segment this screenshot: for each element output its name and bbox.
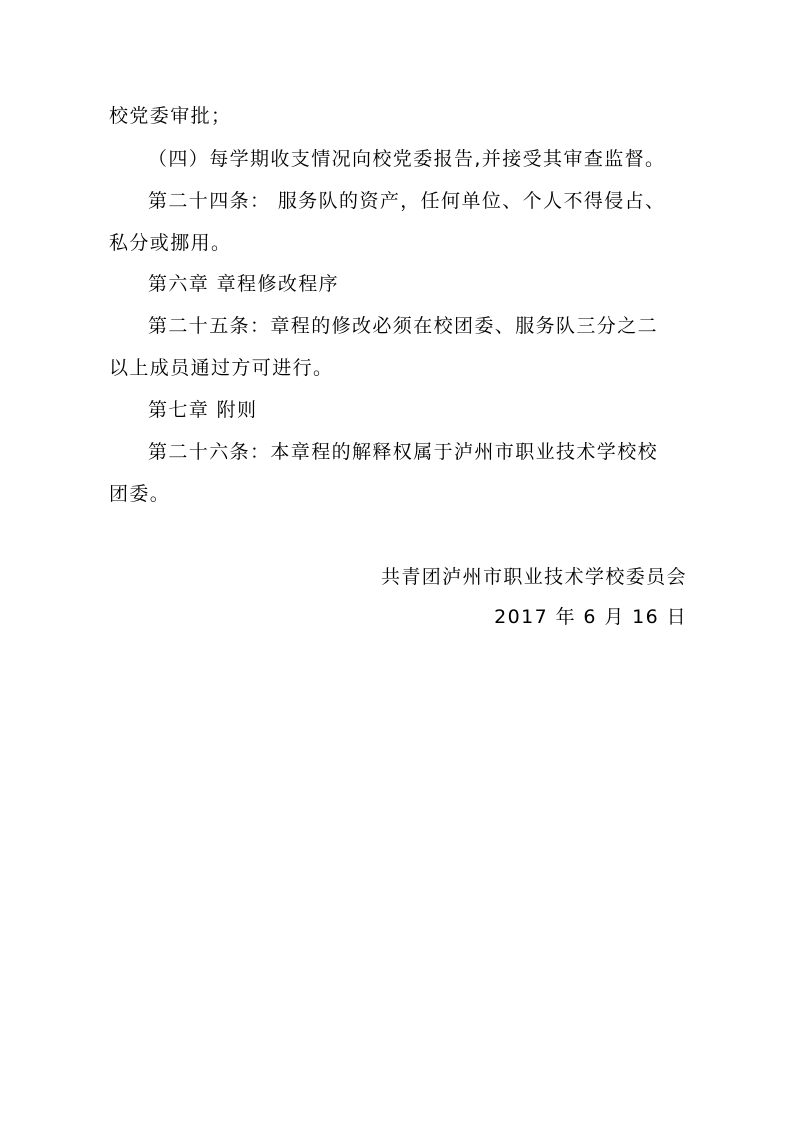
chapter-6-heading: 第六章 章程修改程序 bbox=[148, 273, 340, 295]
article-25-text: 第二十五条：章程的修改必须在校团委、服务队三分之二 bbox=[148, 315, 659, 337]
body-text-line: 私分或挪用。 bbox=[109, 232, 232, 254]
signature-organization: 共青团泸州市职业技术学校委员会 bbox=[380, 566, 687, 588]
body-text-line: 以上成员通过方可进行。 bbox=[109, 357, 334, 379]
article-26-text: 第二十六条：本章程的解释权属于泸州市职业技术学校校 bbox=[148, 441, 659, 463]
signature-date: 2017 年 6 月 16 日 bbox=[494, 606, 687, 628]
article-24-text: 第二十四条： 服务队的资产，任何单位、个人不得侵占、 bbox=[148, 190, 666, 212]
body-text-line: 校党委审批； bbox=[109, 105, 232, 127]
body-text-line: 团委。 bbox=[109, 483, 171, 505]
body-text-line: （四）每学期收支情况向校党委报告,并接受其审查监督。 bbox=[148, 148, 666, 170]
chapter-7-heading: 第七章 附则 bbox=[148, 399, 258, 421]
